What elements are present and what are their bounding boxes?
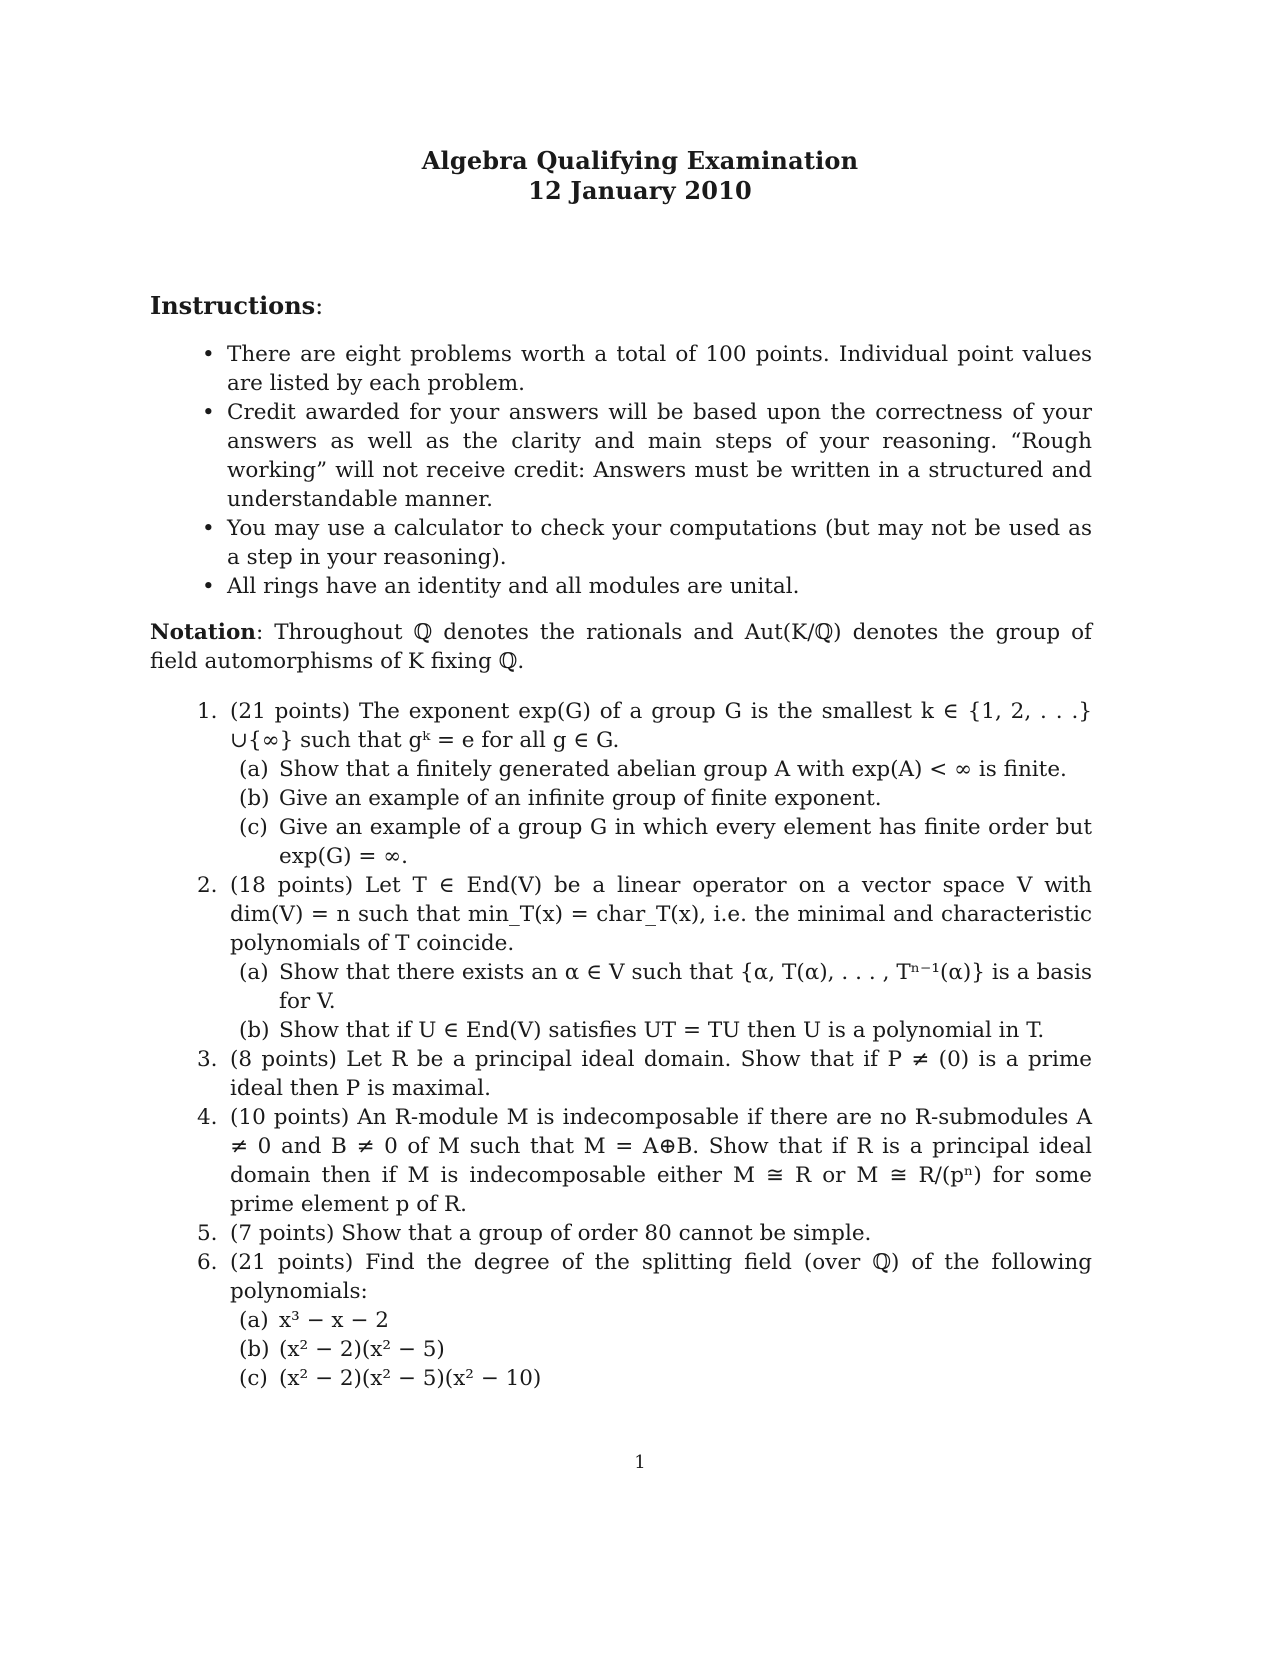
part-label: (a) [239, 757, 269, 782]
bullet-icon: • [202, 400, 215, 425]
part-text: (x² − 2)(x² − 5) [279, 1337, 445, 1362]
part-text: Give an example of an infinite group of finite exponent. [279, 786, 882, 811]
notation-text: : Throughout ℚ denotes the rationals and Aut(K/ℚ) denotes the group of field automorphisms of K fixing ℚ. [150, 620, 1092, 674]
page-number: 1 [634, 1452, 646, 1473]
instruction-text: Credit awarded for your answers will be based upon the correctness of your answers as well as the clarity and main steps of your reasoning. “Rough working” will not receive credit: Answers must be written in a structured and understandable manner. [227, 400, 1092, 512]
instructions-heading-label: Instructions [150, 291, 316, 320]
part-label: (a) [239, 960, 269, 985]
problem-number: 3. [197, 1047, 218, 1072]
problem-4 [197, 1103, 1092, 1219]
instructions-heading [150, 292, 323, 320]
instruction-item [197, 514, 1092, 572]
problem-parts [230, 1306, 1092, 1393]
problem-statement: (18 points) Let T ∈ End(V) be a linear operator on a vector space V with dim(V) = n such that min_T(x) = char_T(x), i.e. the minimal and characteristic polynomials of T coincide. [230, 873, 1092, 956]
problem-2 [197, 871, 1092, 1045]
exam-date: 12 January 2010 [528, 176, 752, 205]
problem-statement: (7 points) Show that a group of order 80 cannot be simple. [230, 1221, 872, 1246]
bullet-icon: • [202, 516, 215, 541]
problem-number: 5. [197, 1221, 218, 1246]
instruction-text: There are eight problems worth a total of 100 points. Individual point values are listed by each problem. [227, 342, 1092, 396]
problem-part [239, 1306, 1092, 1335]
instructions-heading-colon: : [315, 292, 324, 320]
problem-part [239, 1016, 1092, 1045]
part-label: (b) [239, 1018, 270, 1043]
problem-part [239, 1335, 1092, 1364]
problem-parts [230, 755, 1092, 871]
problem-6 [197, 1248, 1092, 1393]
problem-list [197, 697, 1092, 1393]
problem-statement: (8 points) Let R be a principal ideal domain. Show that if P ≠ (0) is a prime ideal then P is maximal. [230, 1047, 1092, 1101]
instruction-item [197, 398, 1092, 514]
problem-number: 4. [197, 1105, 218, 1130]
part-text: Show that if U ∈ End(V) satisfies UT = TU then U is a polynomial in T. [279, 1018, 1045, 1043]
problem-statement: (10 points) An R-module M is indecomposable if there are no R-submodules A ≠ 0 and B ≠ 0 of M such that M = A⊕B. Show that if R is a principal ideal domain then if M is indecomposable either M ≅ R or M ≅ R/(pⁿ) for some prime element p of R. [230, 1105, 1092, 1217]
problem-number: 1. [197, 699, 218, 724]
problem-part [239, 755, 1092, 784]
bullet-icon: • [202, 342, 215, 367]
title-block [0, 146, 1280, 206]
instructions-list [197, 340, 1092, 601]
bullet-icon: • [202, 574, 215, 599]
problem-part [239, 813, 1092, 871]
part-label: (c) [239, 815, 268, 840]
problem-5 [197, 1219, 1092, 1248]
notation-label: Notation [150, 620, 256, 645]
problem-part [239, 958, 1092, 1016]
instruction-text: You may use a calculator to check your computations (but may not be used as a step in your reasoning). [227, 516, 1092, 570]
part-text: Show that a finitely generated abelian group A with exp(A) < ∞ is finite. [279, 757, 1067, 782]
problem-part [239, 1364, 1092, 1393]
part-label: (a) [239, 1308, 269, 1333]
instruction-text: All rings have an identity and all modules are unital. [227, 574, 800, 599]
instruction-item [197, 340, 1092, 398]
part-label: (b) [239, 786, 270, 811]
part-text: (x² − 2)(x² − 5)(x² − 10) [279, 1366, 542, 1391]
notation-paragraph [150, 618, 1092, 676]
part-text: Show that there exists an α ∈ V such that {α, T(α), . . . , Tⁿ⁻¹(α)} is a basis for V. [279, 960, 1092, 1014]
instruction-item [197, 572, 1092, 601]
problem-number: 6. [197, 1250, 218, 1275]
part-label: (b) [239, 1337, 270, 1362]
part-label: (c) [239, 1366, 268, 1391]
exam-title: Algebra Qualifying Examination [421, 146, 859, 175]
part-text: x³ − x − 2 [279, 1308, 389, 1333]
part-text: Give an example of a group G in which every element has finite order but exp(G) = ∞. [279, 815, 1092, 869]
problem-number: 2. [197, 873, 218, 898]
problem-part [239, 784, 1092, 813]
problem-3 [197, 1045, 1092, 1103]
problem-1 [197, 697, 1092, 871]
problem-statement: (21 points) Find the degree of the splitting field (over ℚ) of the following polynomials: [230, 1250, 1092, 1304]
problem-statement: (21 points) The exponent exp(G) of a group G is the smallest k ∈ {1, 2, . . .}∪{∞} such that gᵏ = e for all g ∈ G. [230, 699, 1092, 753]
problem-parts [230, 958, 1092, 1045]
